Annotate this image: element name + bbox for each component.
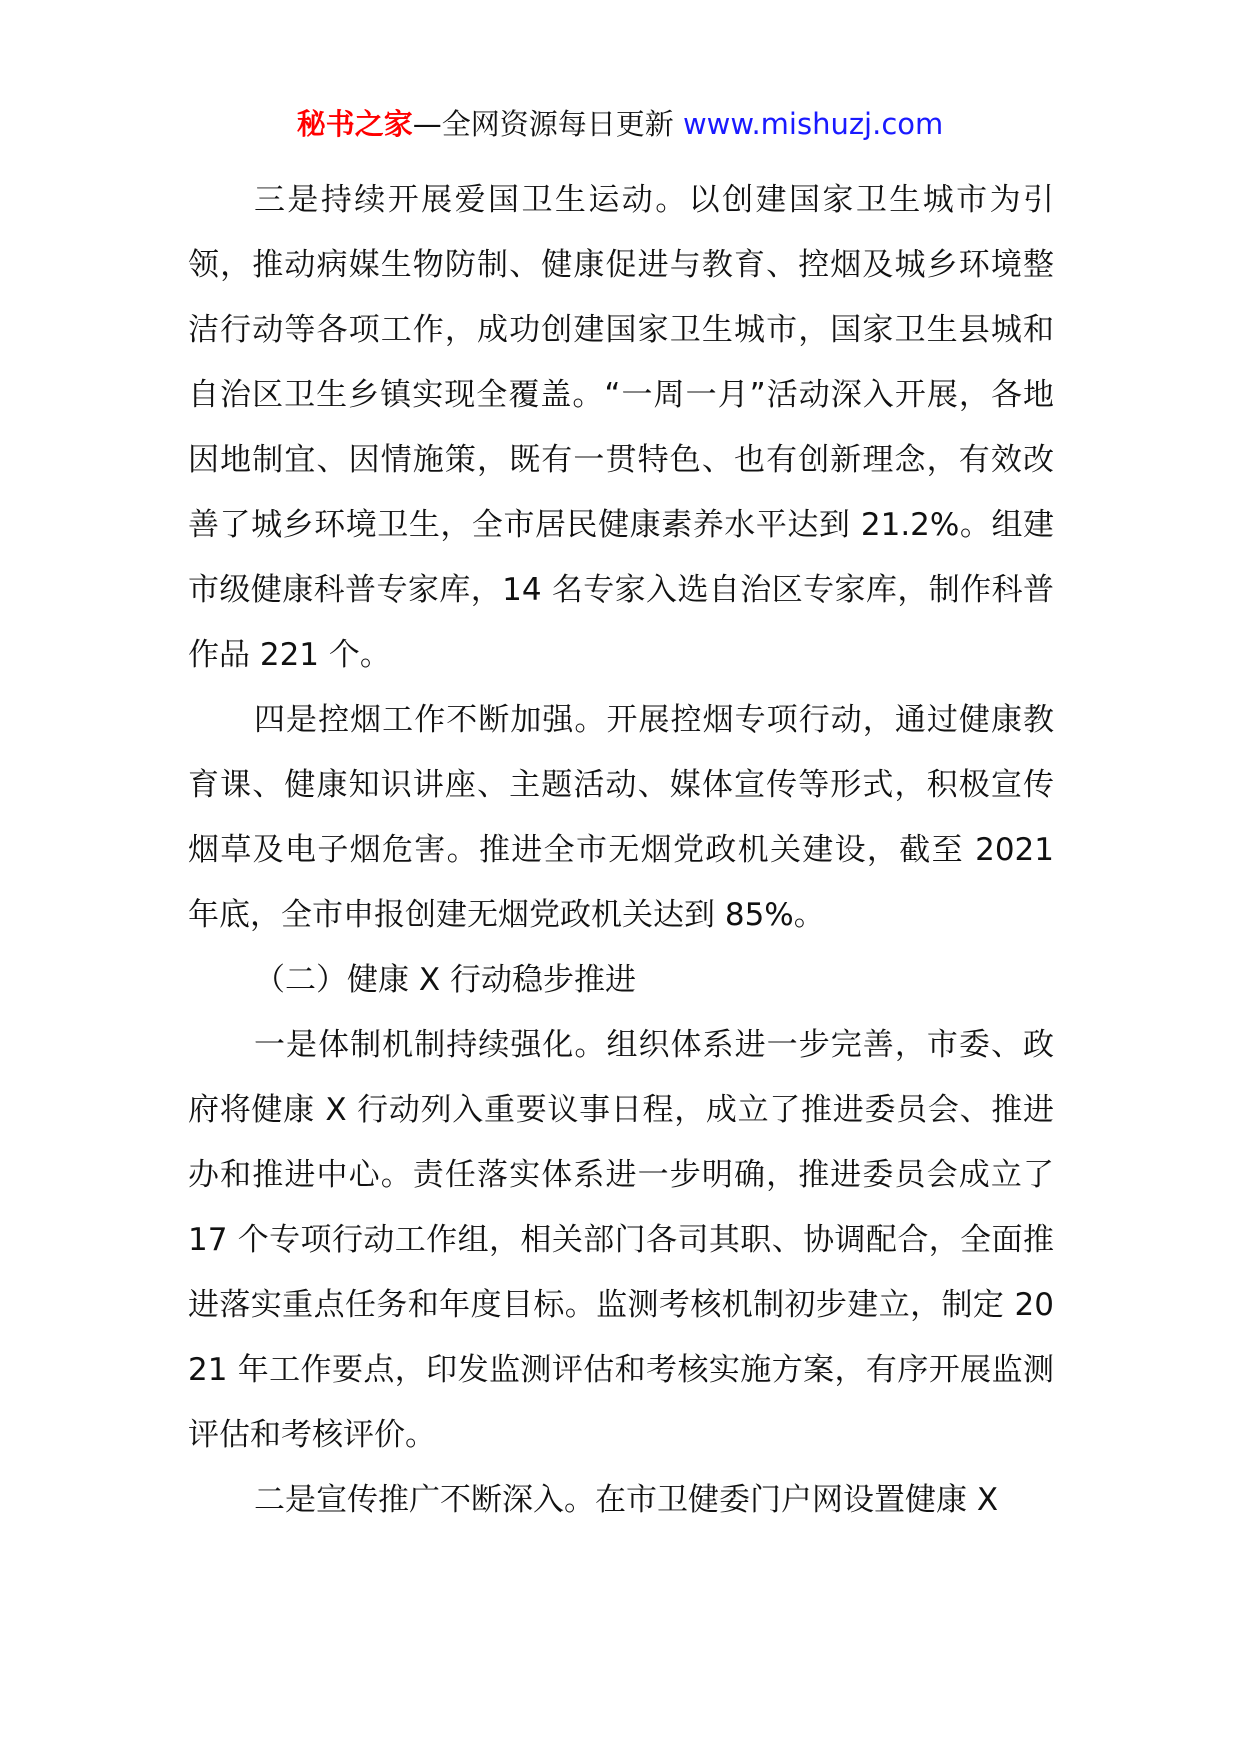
paragraph-patriotic-health: 三是持续开展爱国卫生运动。以创建国家卫生城市为引领，推动病媒生物防制、健康促进与教育、控烟及城乡环境整洁行动等各项工作，成功创建国家卫生城市，国家卫生县城和自治区卫生乡镇实现全覆盖。“一周一月”活动深入开展，各地因地制宜、因情施策，既有一贯特色、也有创新理念，有效改善了城乡环境卫生，全市居民健康素养水平达到 21.2%。组建市级健康科普专家库，14 名专家入选自治区专家库，制作科普作品 221 个。: [188, 182, 1054, 673]
paragraph-publicity: 二是宣传推广不断深入。在市卫健委门户网设置健康 X: [254, 1482, 999, 1518]
page-header: [0, 104, 1240, 144]
section-heading: （二）健康 X 行动稳步推进: [254, 962, 636, 998]
brand-name: 秘书之家: [296, 107, 413, 141]
site-url-link[interactable]: www.mishuzj.com: [682, 107, 944, 141]
document-body: [188, 168, 1054, 1533]
paragraph-tobacco-control: 四是控烟工作不断加强。开展控烟专项行动，通过健康教育课、健康知识讲座、主题活动、媒体宣传等形式，积极宣传烟草及电子烟危害。推进全市无烟党政机关建设，截至 2021 年底，全市申报创建无烟党政机关达到 85%。: [188, 702, 1054, 933]
paragraph-institutional-mechanism: 一是体制机制持续强化。组织体系进一步完善，市委、政府将健康 X 行动列入重要议事日程，成立了推进委员会、推进办和推进中心。责任落实体系进一步明确，推进委员会成立了 17 个专项行动工作组，相关部门各司其职、协调配合，全面推进落实重点任务和年度目标。监测考核机制初步建立，制定 2021 年工作要点，印发监测评估和考核实施方案，有序开展监测评估和考核评价。: [188, 1027, 1054, 1453]
header-tagline: —全网资源每日更新: [412, 107, 674, 141]
